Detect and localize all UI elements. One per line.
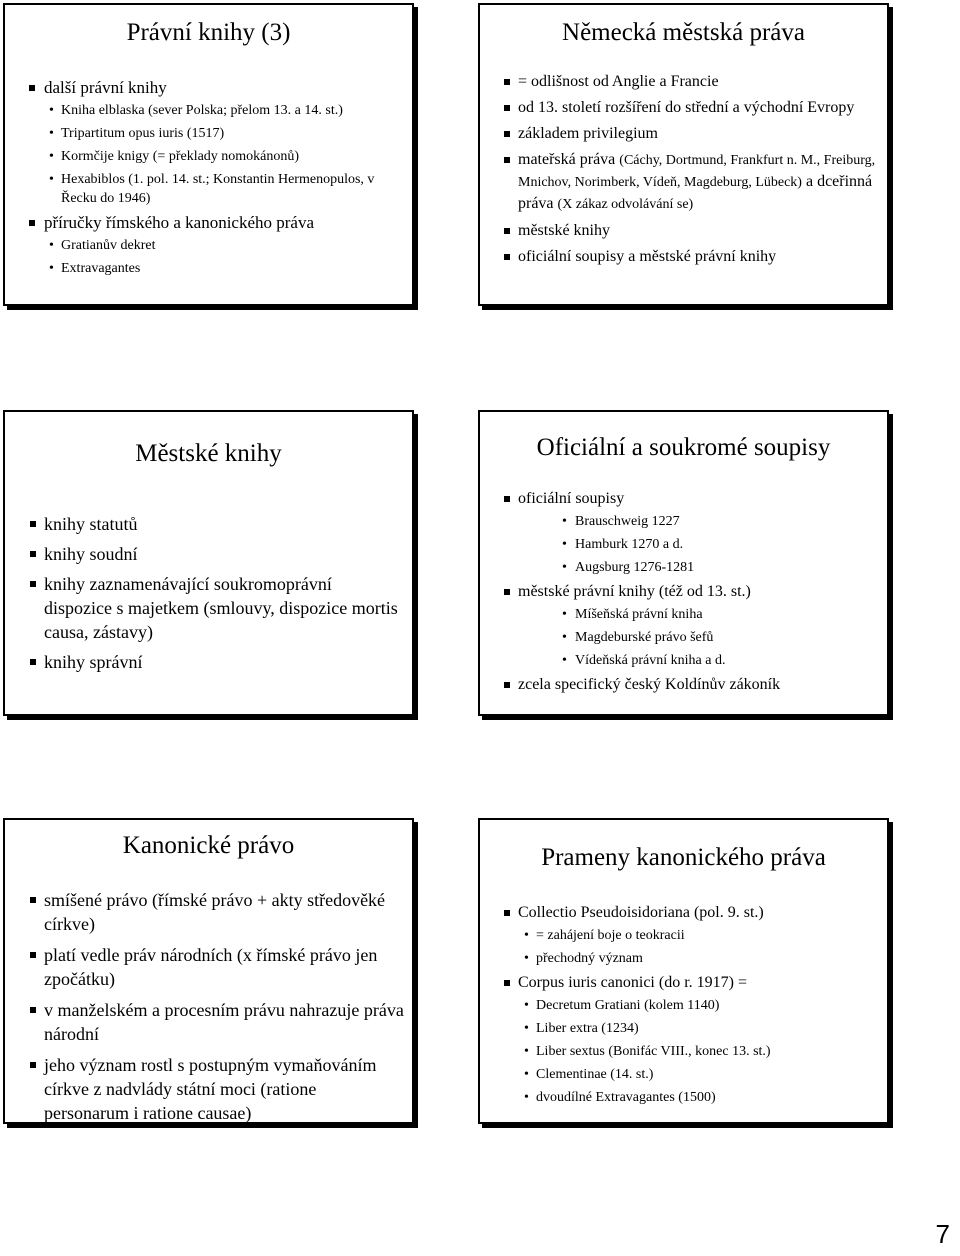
list-item: • Míšeňská právní kniha [480,605,887,624]
list-item: • Gratianův dekret [5,236,412,255]
list-item: oficiální soupisy [480,488,887,510]
list-item-note: (X zákaz odvolávání se) [557,197,694,212]
slide-title: Městské knihy [135,440,282,467]
list-item: • Vídeňská právní kniha a d. [480,651,887,670]
list-item: knihy statutů [5,512,412,536]
list-item: • Augsburg 1276-1281 [480,558,887,577]
page-number: 7 [935,1219,950,1249]
slide-title: Německá městská práva [562,19,805,46]
list-item: knihy správní [5,650,412,674]
list-item: • Liber extra (1234) [480,1019,887,1038]
list-item: • Tripartitum opus iuris (1517) [5,124,412,143]
bullet-list [5,888,412,1124]
list-item: městské knihy [480,220,887,241]
list-item: knihy soudní [5,542,412,566]
list-item: příručky římského a kanonického práva [5,212,412,234]
bullet-list [5,512,412,680]
list-item: = odlišnost od Anglie a Francie [480,71,887,92]
list-item: jeho význam rostl s postupným vymaňováním církve z nadvlády státní moci (ratione personarum i ratione causae) [5,1053,412,1124]
list-item: • Kniha elblaska (sever Polska; přelom 13. a 14. st.) [5,101,412,120]
list-item: • Hamburk 1270 a d. [480,535,887,554]
list-item: • Extravagantes [5,259,412,278]
list-item: • dvoudílné Extravagantes (1500) [480,1088,887,1107]
list-item: v manželském a procesním právu nahrazuje práva národní [5,998,412,1046]
list-item: další právní knihy [5,77,412,99]
slide-title: Kanonické právo [122,832,295,859]
list-item: základem privilegium [480,123,887,144]
list-item: • Liber sextus (Bonifác VIII., konec 13. st.) [480,1042,887,1061]
bullet-list [5,77,412,282]
bullet-list [480,902,887,1111]
bullet-list [480,488,887,698]
list-item: • přechodný význam [480,949,887,968]
slide-prameny-kanonickeho-prava [478,818,889,1124]
list-item-text: mateřská práva [518,151,616,168]
list-item: Corpus iuris canonici (do r. 1917) = [480,972,887,994]
list-item: oficiální soupisy a městské právní knihy [480,246,887,267]
slide-title: Právní knihy (3) [126,19,291,46]
slide-title: Oficiální a soukromé soupisy [536,434,831,461]
list-item: • Clementinae (14. st.) [480,1065,887,1084]
list-item: městské právní knihy (též od 13. st.) [480,581,887,603]
list-item-note: (Cáchy, Dortmund, Frankfurt n. M., Freiburg, Mnichov, Norimberk, Vídeň, Magdeburg, Lübeck) [518,153,876,190]
slide-oficialni-a-soukrome-soupisy [478,410,889,716]
bullet-list [480,71,887,272]
list-item: od 13. století rozšíření do střední a východní Evropy [480,97,887,118]
slide-nemecka-mestska-prava [478,3,889,306]
list-item: • Brauschweig 1227 [480,512,887,531]
list-item: • Decretum Gratiani (kolem 1140) [480,996,887,1015]
list-item: Collectio Pseudoisidoriana (pol. 9. st.) [480,902,887,924]
list-item [480,149,887,215]
list-item-text: a dceřinná práva [518,173,873,212]
list-item: smíšené právo (římské právo + akty středověké církve) [5,888,412,936]
list-item: • Magdeburské právo šefů [480,628,887,647]
slide-pravni-knihy-3 [3,3,414,306]
list-item: • = zahájení boje o teokracii [480,926,887,945]
list-item: • Kormčije knigy (= překlady nomokánonů) [5,147,412,166]
slide-kanonicke-pravo [3,818,414,1124]
list-item: platí vedle práv národních (x římské právo jen zpočátku) [5,943,412,991]
list-item: • Hexabiblos (1. pol. 14. st.; Konstantin Hermenopulos, v Řecku do 1946) [5,170,412,208]
slide-mestske-knihy [3,410,414,716]
slide-title: Prameny kanonického práva [541,844,826,871]
list-item: zcela specifický český Koldínův zákoník [480,674,887,696]
list-item: knihy zaznamenávající soukromoprávní dispozice s majetkem (smlouvy, dispozice mortis causa, zástavy) [5,572,412,644]
